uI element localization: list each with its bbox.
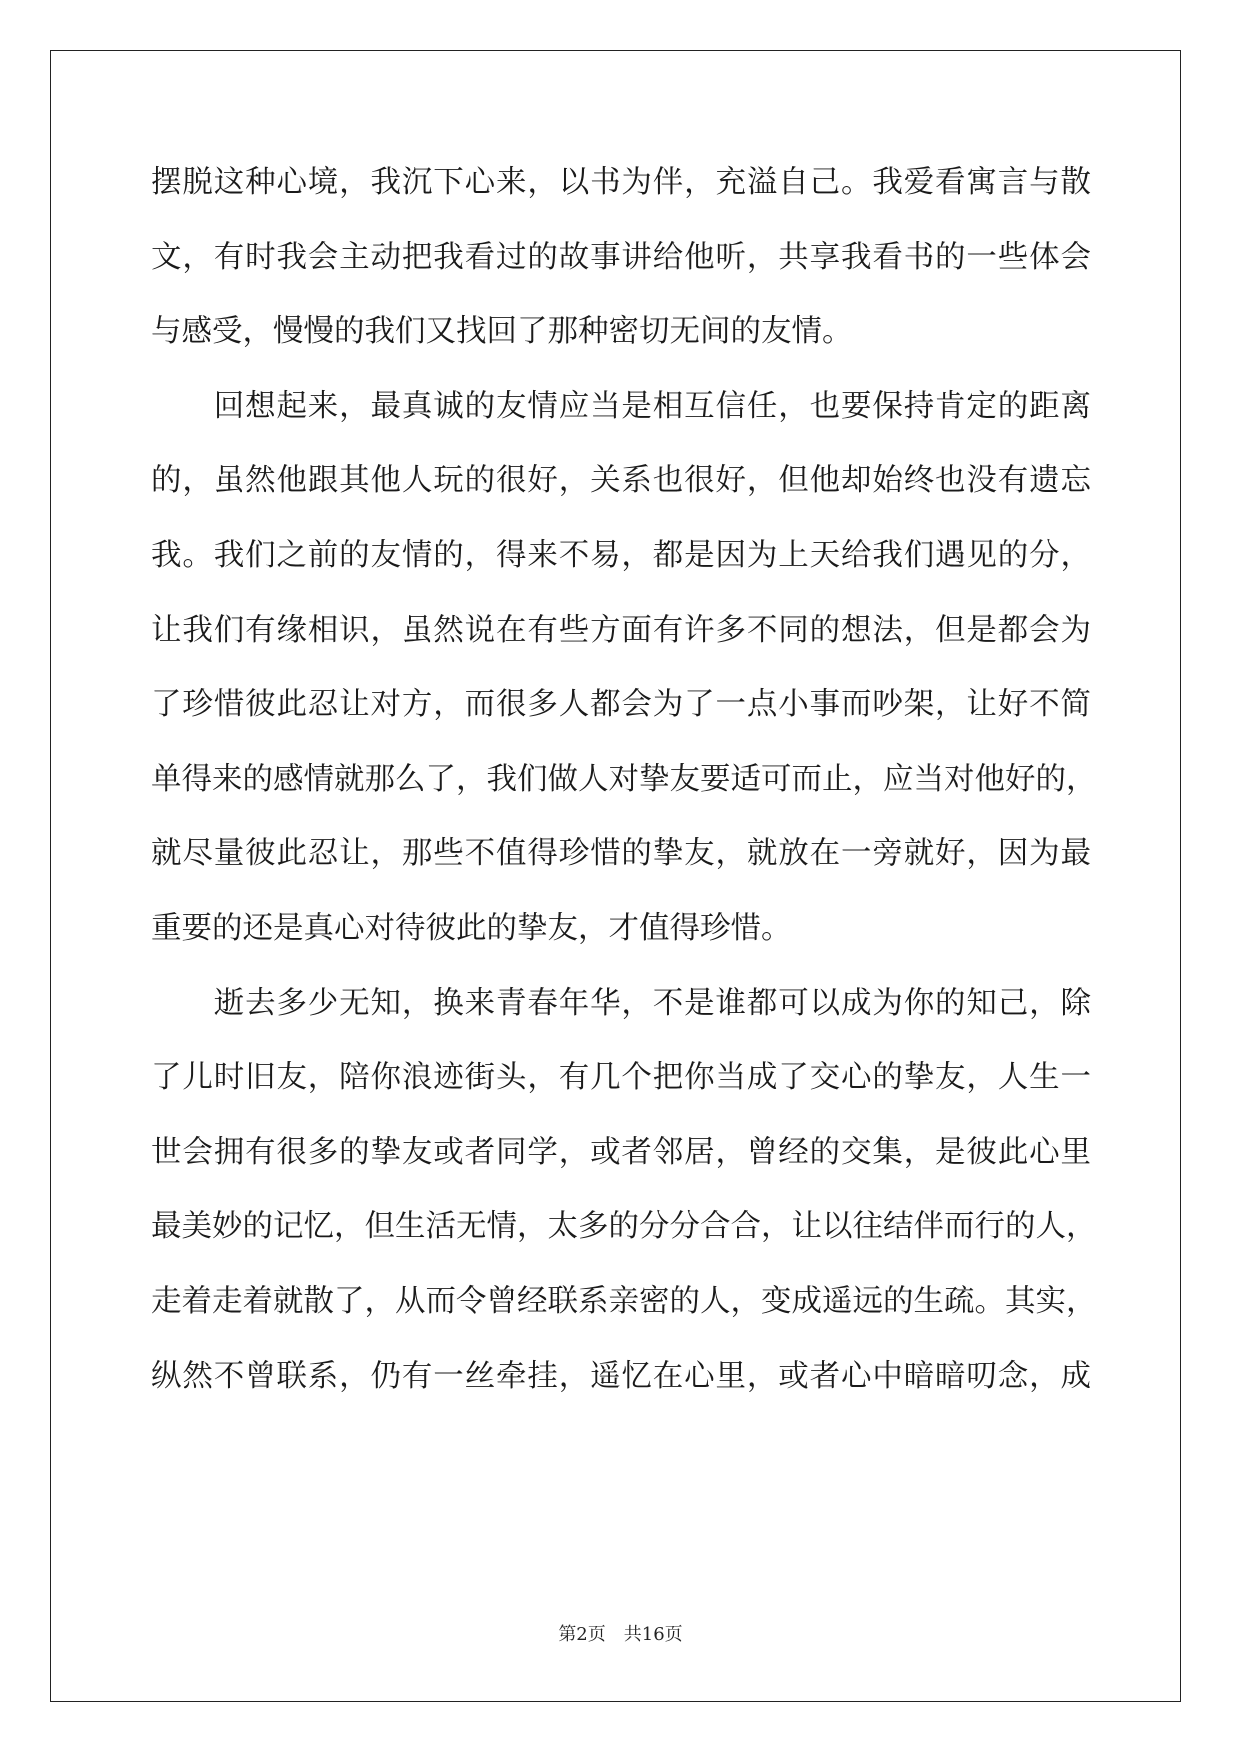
text-line: 了儿时旧友，陪你浪迹街头，有几个把你当成了交心的挚友，人生一: [151, 1060, 1091, 1096]
text-line: 逝去多少无知，换来青春年华，不是谁都可以成为你的知己，除: [151, 985, 1091, 1021]
text-line: 摆脱这种心境，我沉下心来，以书为伴，充溢自己。我爱看寓言与散: [151, 165, 1091, 200]
text-line: 与感受，慢慢的我们又找回了那种密切无间的友情。: [151, 314, 853, 350]
paragraph: [151, 388, 1097, 987]
text-line: 最美妙的记忆，但生活无情，太多的分分合合，让以往结伴而行的人，: [151, 1209, 1097, 1245]
paragraph: [151, 166, 1091, 390]
document-body: [151, 165, 1097, 1434]
page-number-footer: 第2页 共16页: [558, 1624, 683, 1645]
text-line: 重要的还是真心对待彼此的挚友，才值得珍惜。: [151, 910, 792, 946]
text-line: 文，有时我会主动把我看过的故事讲给他听，共享我看书的一些体会: [151, 239, 1091, 275]
text-line: 让我们有缘相识，虽然说在有些方面有许多不同的想法，但是都会为: [151, 612, 1091, 648]
text-line: 我。我们之前的友情的，得来不易，都是因为上天给我们遇见的分，: [151, 537, 1091, 573]
text-line: 就尽量彼此忍让，那些不值得珍惜的挚友，就放在一旁就好，因为最: [151, 836, 1091, 872]
text-line: 单得来的感情就那么了，我们做人对挚友要适可而止，应当对他好的，: [151, 761, 1097, 797]
text-line: 回想起来，最真诚的友情应当是相互信任，也要保持肯定的距离: [151, 388, 1091, 424]
paragraph: [151, 985, 1097, 1435]
text-line: 世会拥有很多的挚友或者同学，或者邻居，曾经的交集，是彼此心里: [151, 1134, 1091, 1170]
text-line: 纵然不曾联系，仍有一丝牵挂，遥忆在心里，或者心中暗暗叨念，成: [151, 1358, 1091, 1394]
text-line: 了珍惜彼此忍让对方，而很多人都会为了一点小事而吵架，让好不简: [151, 687, 1091, 723]
text-line: 的，虽然他跟其他人玩的很好，关系也很好，但他却始终也没有遗忘: [151, 463, 1091, 499]
text-line: 走着走着就散了，从而令曾经联系亲密的人，变成遥远的生疏。其实，: [151, 1283, 1097, 1319]
